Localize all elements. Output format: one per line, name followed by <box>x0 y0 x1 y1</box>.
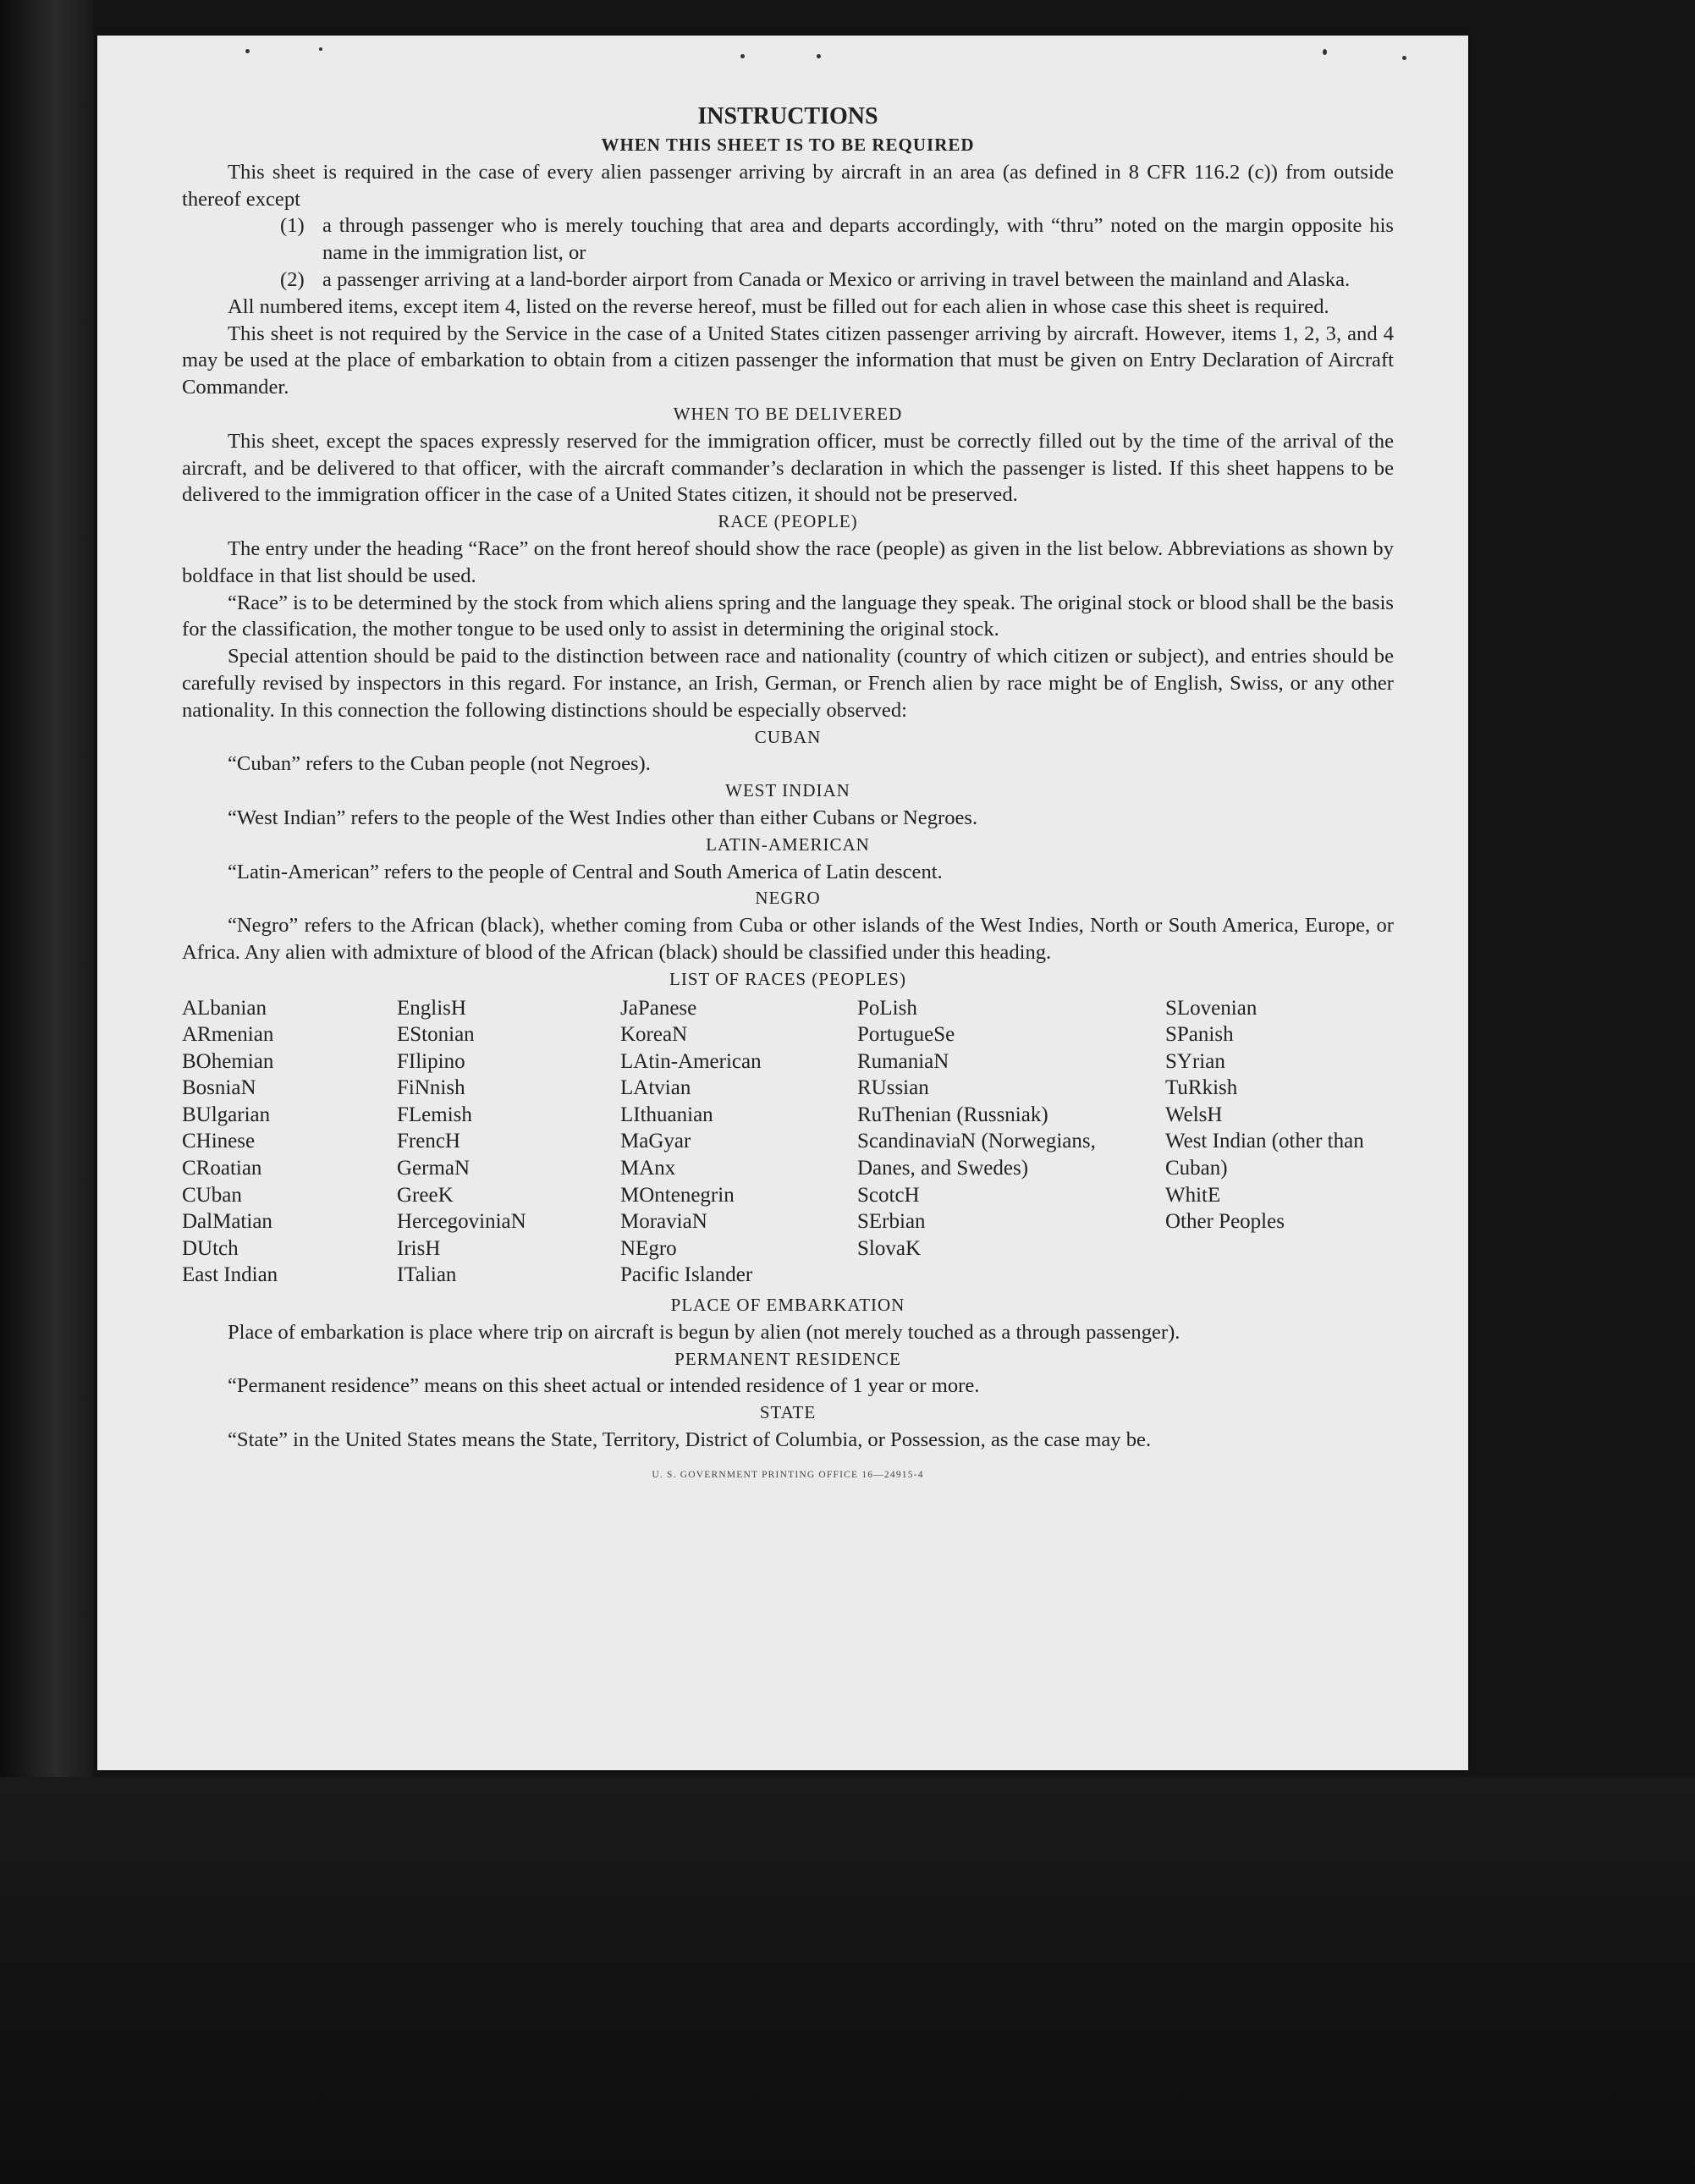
race-entry: FLemish <box>397 1103 472 1126</box>
race-entry: ALbanian <box>182 996 267 1020</box>
race-entry: Other Peoples <box>1165 1210 1285 1234</box>
race-entry: SYrian <box>1165 1049 1225 1073</box>
race-entry: EnglisH <box>397 996 466 1020</box>
race-entry: KoreaN <box>620 1023 688 1047</box>
exception-item-1 <box>182 212 1394 267</box>
races-column-5 <box>1165 995 1385 1290</box>
scan-speck <box>319 47 322 51</box>
races-column-4 <box>857 995 1165 1290</box>
races-column-1 <box>182 995 397 1290</box>
permanent-residence-text: “Permanent residence” means on this sheet actual or intended residence of 1 year or more. <box>228 1374 980 1398</box>
scan-speck <box>245 49 250 53</box>
race-entry: EStonian <box>397 1023 475 1047</box>
race-entry: RumaniaN <box>857 1049 949 1073</box>
negro-text: “Negro” refers to the African (black), whether coming from Cuba or other islands of the West Indies, North or South America, Europe, or Africa. Any alien with admixture of blood of the African (black) should be classified under this heading. <box>182 914 1394 964</box>
race-entry: West Indian (other than Cuban) <box>1165 1130 1364 1180</box>
race-entry: ARmenian <box>182 1023 274 1047</box>
when-required-intro: This sheet is required in the case of every alien passenger arriving by aircraft in an area (as defined in 8 CFR 116.2 (c)) from outside thereof except <box>182 160 1394 211</box>
race-entry: MoraviaN <box>620 1210 707 1234</box>
race-paragraph-1: The entry under the heading “Race” on the front hereof should show the race (people) as given in the list below. Abbreviations as shown by boldface in that list should be used. <box>182 536 1394 587</box>
race-entry: RuThenian (Russniak) <box>857 1103 1048 1126</box>
race-entry: SlovaK <box>857 1236 921 1260</box>
west-indian-text: “West Indian” refers to the people of the West Indies other than either Cubans or Negroes. <box>228 806 978 829</box>
scan-speck <box>1402 56 1406 60</box>
race-entry: SLovenian <box>1165 996 1257 1020</box>
heading-cuban: CUBAN <box>754 726 822 747</box>
scan-speck <box>817 54 821 58</box>
state-text: “State” in the United States means the State, Territory, District of Columbia, or Possession, as the case may be. <box>228 1428 1152 1452</box>
item-number: (2) <box>280 267 305 291</box>
race-entry: BUlgarian <box>182 1103 271 1126</box>
races-column-3 <box>620 995 857 1290</box>
heading-latin-american: LATIN-AMERICAN <box>706 833 870 855</box>
race-entry: WelsH <box>1165 1103 1223 1126</box>
page-title: INSTRUCTIONS <box>697 103 878 129</box>
race-entry: GermaN <box>397 1157 471 1180</box>
printer-imprint: U. S. GOVERNMENT PRINTING OFFICE 16—24915-4 <box>652 1469 924 1480</box>
race-entry: MAnx <box>620 1157 676 1180</box>
heading-race: RACE (PEOPLE) <box>718 511 858 532</box>
race-entry: FIlipino <box>397 1049 465 1073</box>
race-entry: ScandinaviaN (Norwegians, Danes, and Swedes) <box>857 1130 1096 1180</box>
race-entry: IrisH <box>397 1236 441 1260</box>
scan-speck <box>740 54 745 58</box>
embarkation-text: Place of embarkation is place where trip on aircraft is begun by alien (not merely touched as a through passenger). <box>228 1320 1180 1344</box>
race-entry: DUtch <box>182 1236 239 1260</box>
race-entry: MOntenegrin <box>620 1183 735 1207</box>
race-entry: PortugueSe <box>857 1023 955 1047</box>
race-entry: NEgro <box>620 1236 677 1260</box>
heading-west-indian: WEST INDIAN <box>725 780 850 801</box>
heading-list-of-races: LIST OF RACES (PEOPLES) <box>669 968 906 989</box>
heading-negro: NEGRO <box>755 888 821 909</box>
race-entry: LAtin-American <box>620 1049 762 1073</box>
race-paragraph-2: “Race” is to be determined by the stock from which aliens spring and the language they speak. The original stock or blood shall be the basis for the classification, the mother tongue to be used only to assist in determining the original stock. <box>182 591 1394 641</box>
race-entry: MaGyar <box>620 1130 691 1153</box>
race-entry: BosniaN <box>182 1076 256 1100</box>
race-paragraph-3: Special attention should be paid to the distinction between race and nationality (country of which citizen or subject), and entries should be carefully revised by inspectors in this regard. For instance, an Irish, German, or French alien by race might be of English, Swiss, or any other nationality. In this connection the following distinctions should be especially observed: <box>182 645 1394 722</box>
numbered-items-paragraph: All numbered items, except item 4, listed on the reverse hereof, must be filled out for each alien in whose case this sheet is required. <box>228 294 1329 318</box>
race-entry: GreeK <box>397 1183 454 1207</box>
latin-american-text: “Latin-American” refers to the people of Central and South America of Latin descent. <box>228 860 943 883</box>
item-number: (1) <box>280 214 305 238</box>
race-entry: CRoatian <box>182 1157 262 1180</box>
scan-bottom-background <box>0 1777 1695 2184</box>
race-entry: ScotcH <box>857 1183 920 1207</box>
race-entry: Pacific Islander <box>620 1263 753 1287</box>
instructions-text <box>182 102 1394 1489</box>
race-entry: LAtvian <box>620 1076 691 1100</box>
race-entry: HercegoviniaN <box>397 1210 526 1234</box>
race-entry: DalMatian <box>182 1210 272 1234</box>
citizen-paragraph: This sheet is not required by the Service in the case of a United States citizen passenger arriving by aircraft. However, items 1, 2, 3, and 4 may be used at the place of embarkation to obtain from a citizen passenger the information that must be given on Entry Declaration of Aircraft Commander. <box>182 322 1394 399</box>
race-entry: CUban <box>182 1183 242 1207</box>
race-entry: TuRkish <box>1165 1076 1238 1100</box>
race-entry: LIthuanian <box>620 1103 713 1126</box>
races-list <box>182 995 1394 1290</box>
races-column-2 <box>397 995 620 1290</box>
heading-when-required: WHEN THIS SHEET IS TO BE REQUIRED <box>601 135 975 155</box>
item-text: a passenger arriving at a land-border airport from Canada or Mexico or arriving in travel between the mainland and Alaska. <box>322 267 1351 291</box>
heading-when-delivered: WHEN TO BE DELIVERED <box>673 403 903 424</box>
race-entry: SErbian <box>857 1210 926 1234</box>
race-entry: FrencH <box>397 1130 460 1153</box>
heading-state: STATE <box>759 1402 817 1423</box>
instruction-sheet <box>97 36 1468 1770</box>
race-entry: FiNnish <box>397 1076 465 1100</box>
race-entry: WhitE <box>1165 1183 1221 1207</box>
cuban-text: “Cuban” refers to the Cuban people (not Negroes). <box>228 752 651 776</box>
race-entry: RUssian <box>857 1076 929 1100</box>
item-text: a through passenger who is merely touching that area and departs accordingly, with “thru” noted on the margin opposite his name in the immigration list, or <box>322 214 1394 265</box>
race-entry: BOhemian <box>182 1049 274 1073</box>
exception-item-2 <box>182 267 1394 294</box>
heading-embarkation: PLACE OF EMBARKATION <box>670 1295 905 1316</box>
race-entry: ITalian <box>397 1263 457 1287</box>
race-entry: PoLish <box>857 996 917 1020</box>
race-entry: CHinese <box>182 1130 256 1153</box>
race-entry: SPanish <box>1165 1023 1234 1047</box>
race-entry: East Indian <box>182 1263 278 1287</box>
when-delivered-text: This sheet, except the spaces expressly reserved for the immigration officer, must be correctly filled out by the time of the arrival of the aircraft, and be delivered to that officer, with the aircraft commander’s declaration in which the passenger is listed. If this sheet happens to be delivered to the immigration officer in the case of a United States citizen, it should not be preserved. <box>182 429 1394 507</box>
scan-speck <box>1323 49 1327 55</box>
heading-permanent-residence: PERMANENT RESIDENCE <box>674 1348 901 1369</box>
race-entry: JaPanese <box>620 996 697 1020</box>
